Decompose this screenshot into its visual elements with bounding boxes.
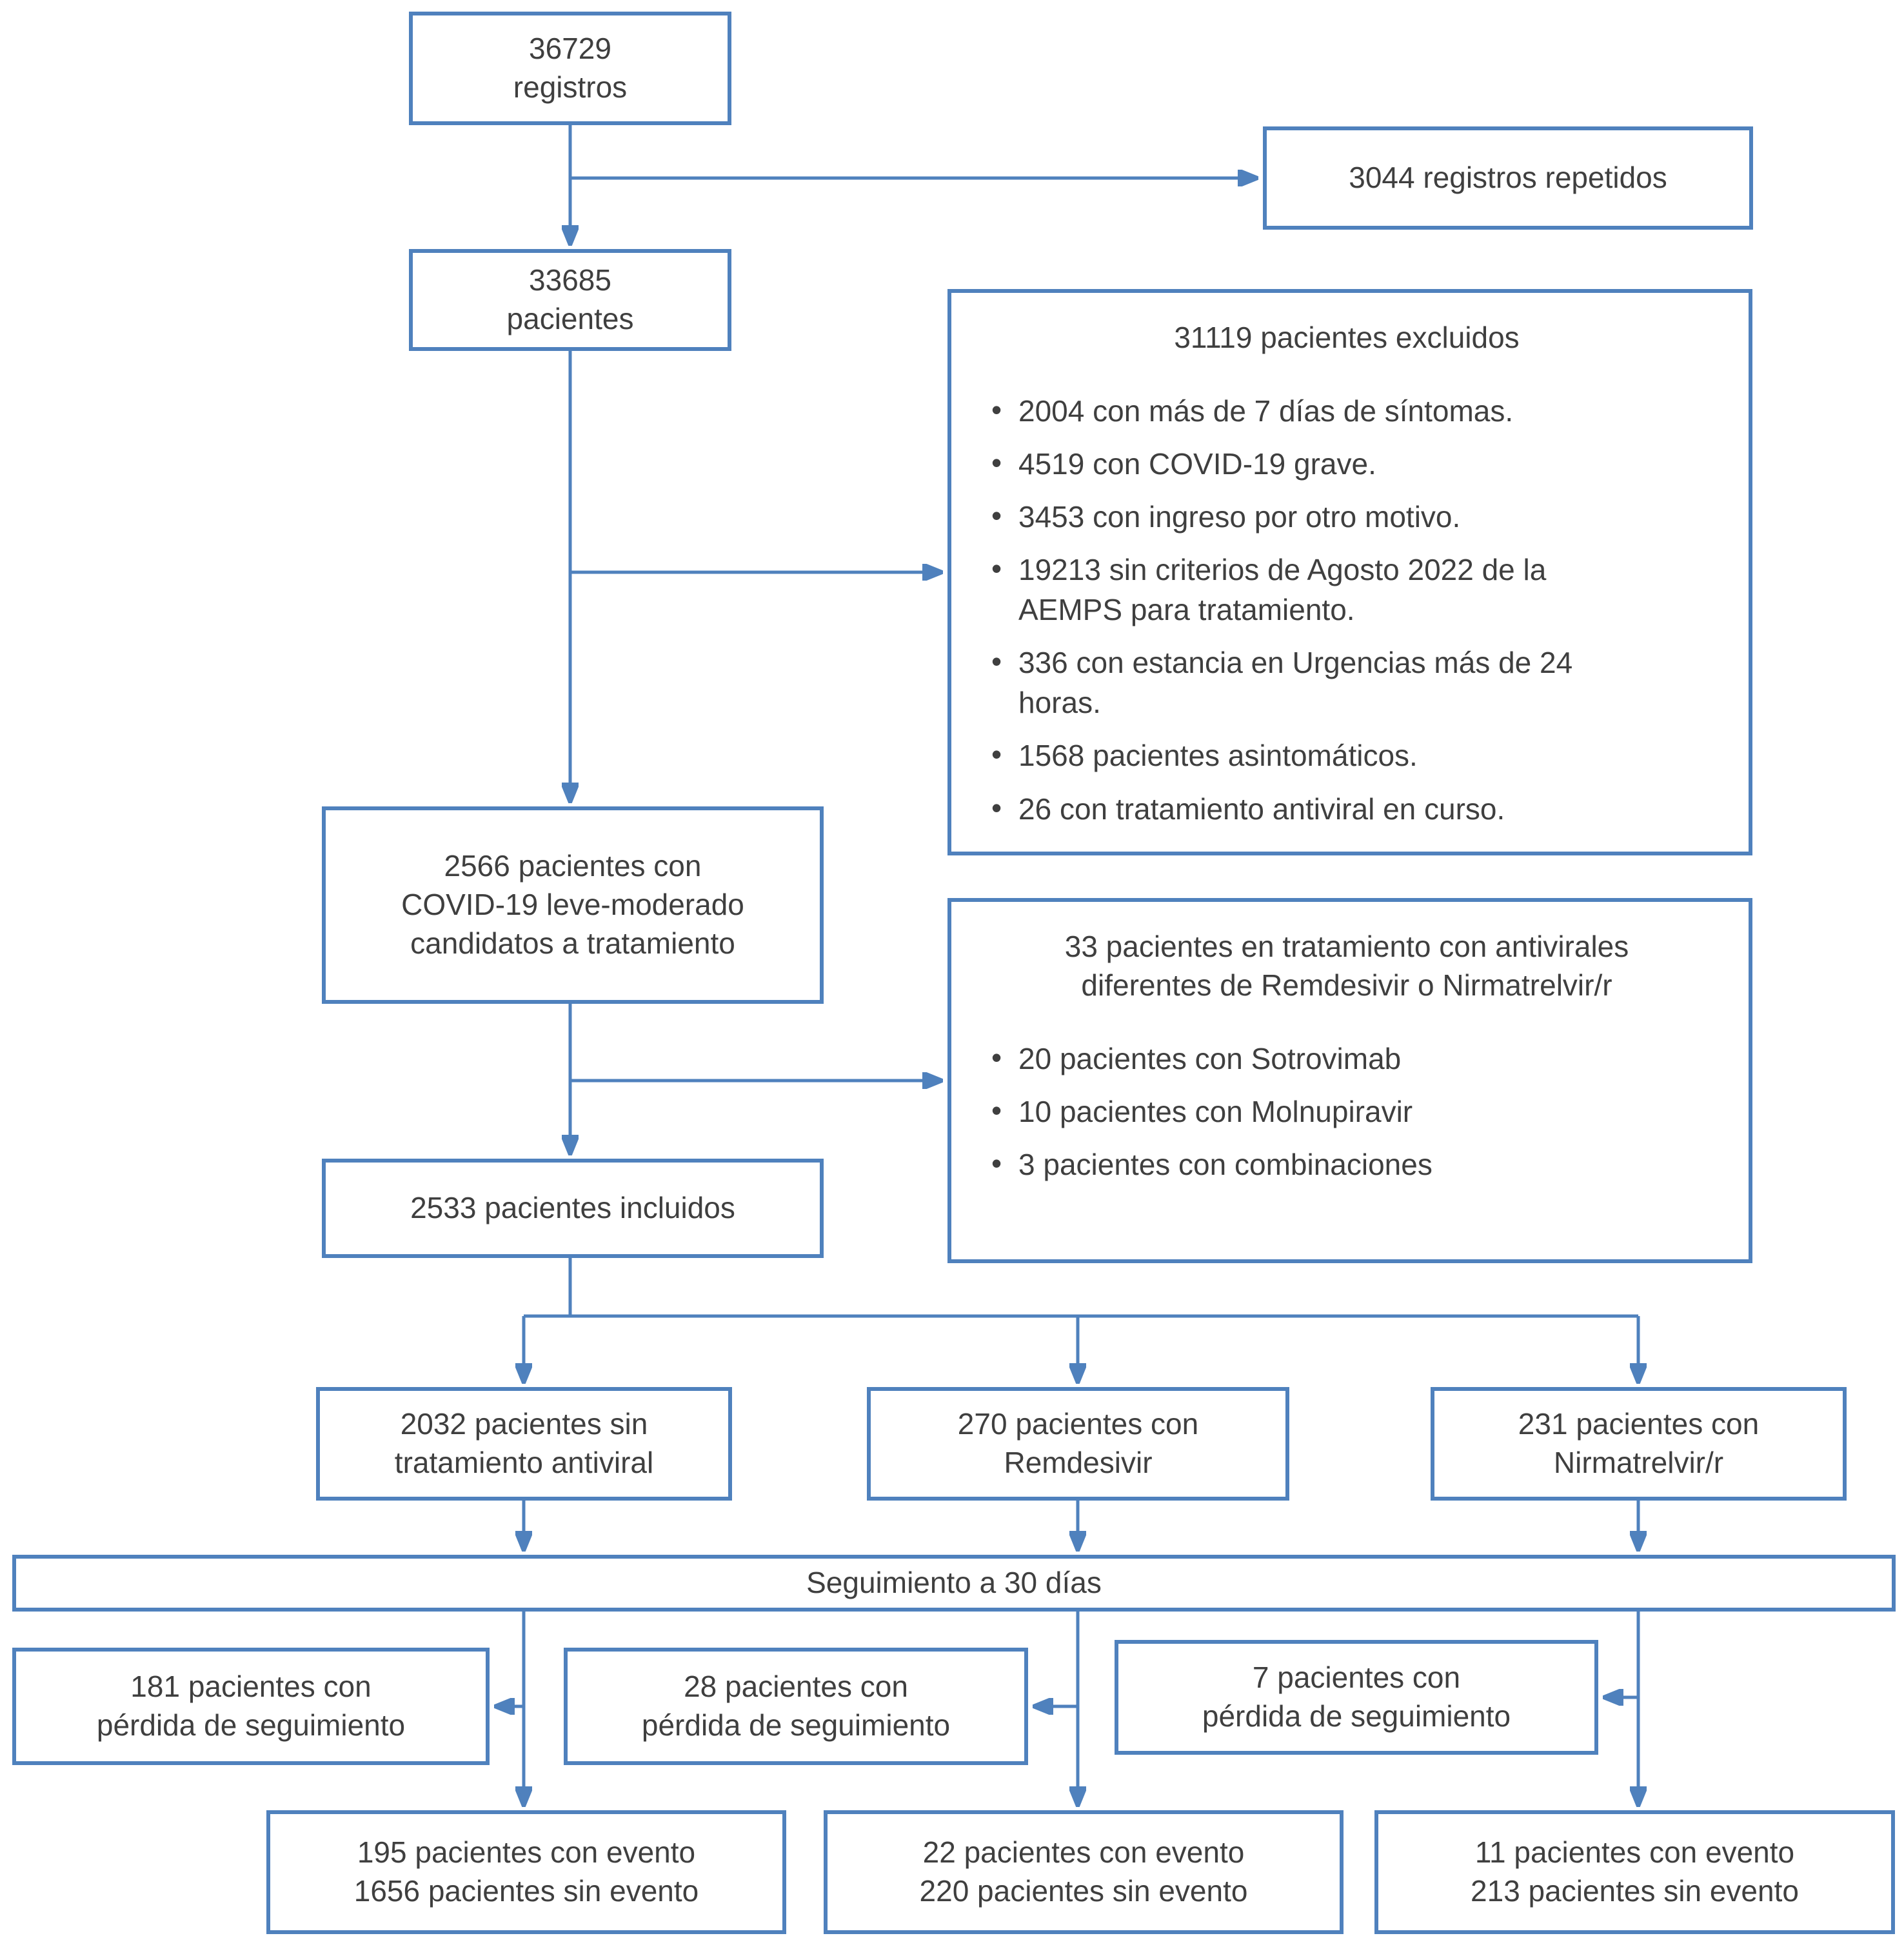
perdida-sin-line: 181 pacientes con	[130, 1670, 372, 1704]
otros-antivirales-list	[977, 1039, 1716, 1197]
evento-sin-line: 1656 pacientes sin evento	[353, 1874, 699, 1908]
evento-nirmatrelvir-box	[1374, 1810, 1895, 1934]
evento-rem-line: 220 pacientes sin evento	[919, 1874, 1248, 1908]
seguimiento-label: Seguimiento a 30 días	[806, 1566, 1102, 1600]
pacientes-line: 33685	[529, 263, 611, 297]
arm-remdesivir-line: 270 pacientes con	[957, 1407, 1199, 1441]
registros-repetidos-box	[1263, 126, 1753, 230]
otros-item: • 3 pacientes con combinaciones	[977, 1144, 1622, 1184]
otros-antivirales-title-line: diferentes de Remdesivir o Nirmatrelvir/r	[1081, 968, 1612, 1002]
exclusion-item: • 2004 con más de 7 días de síntomas.	[977, 391, 1622, 431]
arm-nirmatrelvir-line: Nirmatrelvir/r	[1553, 1446, 1724, 1479]
otros-antivirales-title	[977, 928, 1716, 1005]
evento-nir-line: 11 pacientes con evento	[1474, 1835, 1795, 1870]
evento-remdesivir-box	[824, 1810, 1344, 1934]
exclusion-item: • 26 con tratamiento antiviral en curso.	[977, 789, 1622, 829]
pacientes-excluidos-box	[947, 289, 1752, 855]
registros-box	[409, 12, 731, 125]
perdida-sin-tratamiento-box	[12, 1648, 490, 1765]
perdida-sin-line: pérdida de seguimiento	[96, 1708, 406, 1742]
arm-nirmatrelvir-line: 231 pacientes con	[1518, 1407, 1760, 1441]
registros-line: registros	[513, 70, 628, 104]
perdida-rem-line: 28 pacientes con	[684, 1670, 908, 1704]
otros-item: • 20 pacientes con Sotrovimab	[977, 1039, 1622, 1079]
evento-sin-tratamiento-box	[266, 1810, 786, 1934]
exclusion-item: • 3453 con ingreso por otro motivo.	[977, 497, 1622, 537]
candidatos-box	[322, 806, 824, 1004]
pacientes-excluidos-title: 31119 pacientes excluidos	[1174, 321, 1520, 354]
pacientes-line: pacientes	[506, 302, 634, 335]
candidatos-line: COVID-19 leve-moderado	[401, 888, 744, 922]
perdida-rem-line: pérdida de seguimiento	[641, 1708, 951, 1742]
arm-sin-tratamiento-line: tratamiento antiviral	[394, 1446, 654, 1479]
candidatos-line: candidatos a tratamiento	[410, 926, 735, 960]
pacientes-excluidos-list	[977, 391, 1716, 842]
perdida-nir-line: 7 pacientes con	[1252, 1661, 1461, 1695]
pacientes-box	[409, 249, 731, 351]
arm-sin-tratamiento-box	[316, 1387, 732, 1501]
arm-nirmatrelvir-box	[1431, 1387, 1847, 1501]
arm-sin-tratamiento-line: 2032 pacientes sin	[400, 1407, 648, 1441]
exclusion-item: • 4519 con COVID-19 grave.	[977, 444, 1622, 484]
exclusion-item: • 336 con estancia en Urgencias más de 24 horas.	[977, 643, 1622, 723]
registros-line: 36729	[529, 32, 611, 66]
seguimiento-box	[12, 1555, 1896, 1612]
otros-antivirales-title-line: 33 pacientes en tratamiento con antivirales	[1064, 930, 1629, 963]
evento-rem-line: 22 pacientes con evento	[922, 1835, 1245, 1870]
perdida-nirmatrelvir-box	[1115, 1640, 1598, 1755]
pacientes-incluidos-label: 2533 pacientes incluidos	[410, 1191, 735, 1225]
pacientes-incluidos-box	[322, 1159, 824, 1258]
evento-nir-line: 213 pacientes sin evento	[1471, 1874, 1799, 1908]
exclusion-item: • 19213 sin criterios de Agosto 2022 de la AEMPS para tratamiento.	[977, 550, 1622, 630]
arm-remdesivir-box	[867, 1387, 1289, 1501]
arm-remdesivir-line: Remdesivir	[1004, 1446, 1153, 1479]
otros-item: • 10 pacientes con Molnupiravir	[977, 1092, 1622, 1132]
evento-sin-line: 195 pacientes con evento	[357, 1835, 696, 1870]
perdida-nir-line: pérdida de seguimiento	[1202, 1699, 1511, 1733]
otros-antivirales-box	[947, 898, 1752, 1263]
perdida-remdesivir-box	[564, 1648, 1028, 1765]
candidatos-line: 2566 pacientes con	[444, 849, 702, 883]
registros-repetidos-label: 3044 registros repetidos	[1349, 161, 1667, 195]
exclusion-item: • 1568 pacientes asintomáticos.	[977, 735, 1622, 775]
